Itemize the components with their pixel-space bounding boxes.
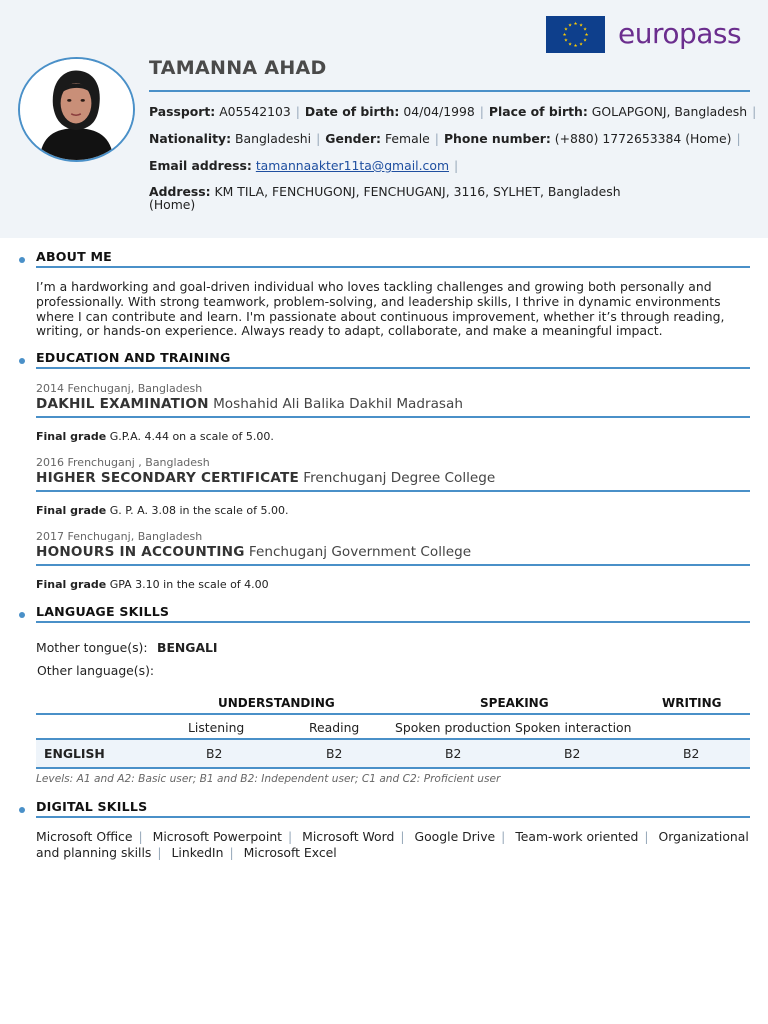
degree-name: HIGHER SECONDARY CERTIFICATE <box>36 470 299 486</box>
separator: | <box>316 131 321 146</box>
grade-label: Final grade <box>36 430 107 443</box>
skill-item: Team-work oriented <box>515 829 639 844</box>
separator: | <box>644 829 649 844</box>
skill-item: Organizational and planning skills <box>36 829 749 860</box>
skill-item: Microsoft Powerpoint <box>152 829 283 844</box>
separator: | <box>157 844 162 860</box>
info-line-email <box>149 159 463 173</box>
nationality-label: Nationality: <box>149 131 232 146</box>
info-line-personal <box>149 132 746 146</box>
eu-star-icon: ★ <box>567 42 573 48</box>
level-writing: B2 <box>683 746 700 761</box>
table-row <box>36 740 750 767</box>
level-reading: B2 <box>326 746 343 761</box>
table-divider <box>36 713 750 715</box>
eu-star-icon: ★ <box>573 22 578 28</box>
other-languages-label: Other language(s): <box>37 663 155 678</box>
header-understanding: UNDERSTANDING <box>218 696 335 710</box>
level-spoken-production: B2 <box>445 746 462 761</box>
education-title <box>36 470 495 486</box>
school-name: Frenchuganj Degree College <box>303 470 496 486</box>
eu-star-icon: ★ <box>573 44 578 50</box>
degree-name: HONOURS IN ACCOUNTING <box>36 544 245 560</box>
eu-star-icon: ★ <box>563 38 569 44</box>
language-name: ENGLISH <box>44 746 105 761</box>
address-label: Address: <box>149 184 211 199</box>
nationality-value: Bangladeshi <box>235 131 312 146</box>
eu-star-icon: ★ <box>563 27 569 33</box>
passport-value: A05542103 <box>219 104 291 119</box>
separator: | <box>138 829 143 844</box>
education-grade <box>36 430 274 443</box>
section-divider <box>36 266 750 268</box>
school-name: Moshahid Ali Balika Dakhil Madrasah <box>213 396 463 412</box>
separator: | <box>229 844 234 860</box>
eu-star-icon: ★ <box>567 23 573 29</box>
separator: | <box>479 104 484 119</box>
education-title <box>36 396 463 412</box>
subheader-reading: Reading <box>309 720 360 735</box>
passport-label: Passport: <box>149 104 216 119</box>
header-speaking: SPEAKING <box>480 696 549 710</box>
gender-value: Female <box>384 131 430 146</box>
profile-photo <box>18 57 135 162</box>
education-meta: 2017 Fenchuganj, Bangladesh <box>36 530 203 543</box>
section-bullet-icon <box>19 358 25 364</box>
subheader-spoken-production: Spoken production <box>395 720 511 735</box>
mother-tongue-label: Mother tongue(s): <box>36 640 148 655</box>
section-bullet-icon <box>19 612 25 618</box>
name-divider <box>149 90 750 92</box>
header-writing: WRITING <box>662 696 722 710</box>
separator: | <box>434 131 439 146</box>
digital-skills-list <box>36 829 752 861</box>
education-divider <box>36 490 750 492</box>
section-bullet-icon <box>19 807 25 813</box>
mother-tongue-value: BENGALI <box>157 640 218 655</box>
pob-value: GOLAPGONJ, Bangladesh <box>591 104 748 119</box>
grade-label: Final grade <box>36 578 107 591</box>
person-name: TAMANNA AHAD <box>149 57 327 79</box>
separator: | <box>454 158 459 173</box>
section-divider <box>36 816 750 818</box>
eu-star-icon: ★ <box>562 33 567 39</box>
address-suffix: (Home) <box>149 197 196 212</box>
levels-note: Levels: A1 and A2: Basic user; B1 and B2: Independent user; C1 and C2: Proficient user <box>36 773 501 785</box>
address-value: KM TILA, FENCHUGONJ, FENCHUGANJ, 3116, SYLHET, Bangladesh <box>214 184 621 199</box>
level-listening: B2 <box>206 746 223 761</box>
separator: | <box>501 829 506 844</box>
section-title-education: EDUCATION AND TRAINING <box>36 350 231 365</box>
subheader-listening: Listening <box>188 720 245 735</box>
separator: | <box>736 131 741 146</box>
table-divider <box>36 767 750 769</box>
pob-label: Place of birth: <box>488 104 588 119</box>
education-grade <box>36 578 269 591</box>
grade-value: G. P. A. 3.08 in the scale of 5.00. <box>109 504 289 517</box>
section-divider <box>36 367 750 369</box>
eu-flag-icon <box>546 16 605 53</box>
person-portrait-icon <box>20 59 133 160</box>
separator: | <box>288 829 293 844</box>
email-label: Email address: <box>149 158 252 173</box>
skill-item: Google Drive <box>414 829 496 844</box>
dob-label: Date of birth: <box>304 104 400 119</box>
separator: | <box>400 829 405 844</box>
eu-star-icon: ★ <box>582 27 588 33</box>
separator: | <box>295 104 300 119</box>
info-line-address <box>149 185 621 199</box>
eu-star-icon: ★ <box>578 23 584 29</box>
eu-star-icon: ★ <box>584 33 589 39</box>
separator: | <box>752 104 757 119</box>
education-divider <box>36 416 750 418</box>
degree-name: DAKHIL EXAMINATION <box>36 396 209 412</box>
school-name: Fenchuganj Government College <box>248 544 472 560</box>
section-title-about: ABOUT ME <box>36 249 112 264</box>
europass-wordmark: europass <box>618 17 742 50</box>
eu-star-icon: ★ <box>578 42 584 48</box>
education-title <box>36 544 471 560</box>
info-line-identity <box>149 105 761 119</box>
about-text: I’m a hardworking and goal-driven individual who loves tackling challenges and growing both personally and professionally. With strong teamwork, problem-solving, and leadership skills, I thrive in dynamic environments where I can contribute and learn. I'm passionate about continuous improvement, whether it’s through reading, writing, or hands-on experience. Always ready to adapt, collaborate, and make a meaningful impact. <box>36 279 725 339</box>
education-meta: 2014 Fenchuganj, Bangladesh <box>36 382 203 395</box>
section-divider <box>36 621 750 623</box>
europass-logo <box>546 16 752 54</box>
skill-item: Microsoft Word <box>302 829 395 844</box>
section-title-digital: DIGITAL SKILLS <box>36 799 148 814</box>
level-spoken-interaction: B2 <box>564 746 581 761</box>
education-divider <box>36 564 750 566</box>
grade-value: G.P.A. 4.44 on a scale of 5.00. <box>109 430 274 443</box>
eu-star-icon: ★ <box>582 38 588 44</box>
skill-item: Microsoft Excel <box>243 844 337 860</box>
grade-label: Final grade <box>36 504 107 517</box>
grade-value: GPA 3.10 in the scale of 4.00 <box>109 578 269 591</box>
section-title-languages: LANGUAGE SKILLS <box>36 604 170 619</box>
gender-label: Gender: <box>325 131 382 146</box>
phone-value: (+880) 1772653384 (Home) <box>554 131 732 146</box>
section-bullet-icon <box>19 257 25 263</box>
email-link[interactable]: tamannaakter11ta@gmail.com <box>255 158 450 173</box>
skill-item: LinkedIn <box>171 844 224 860</box>
skill-item: Microsoft Office <box>36 829 133 844</box>
education-grade <box>36 504 288 517</box>
phone-label: Phone number: <box>443 131 551 146</box>
dob-value: 04/04/1998 <box>403 104 475 119</box>
education-meta: 2016 Frenchuganj , Bangladesh <box>36 456 210 469</box>
subheader-spoken-interaction: Spoken interaction <box>515 720 632 735</box>
